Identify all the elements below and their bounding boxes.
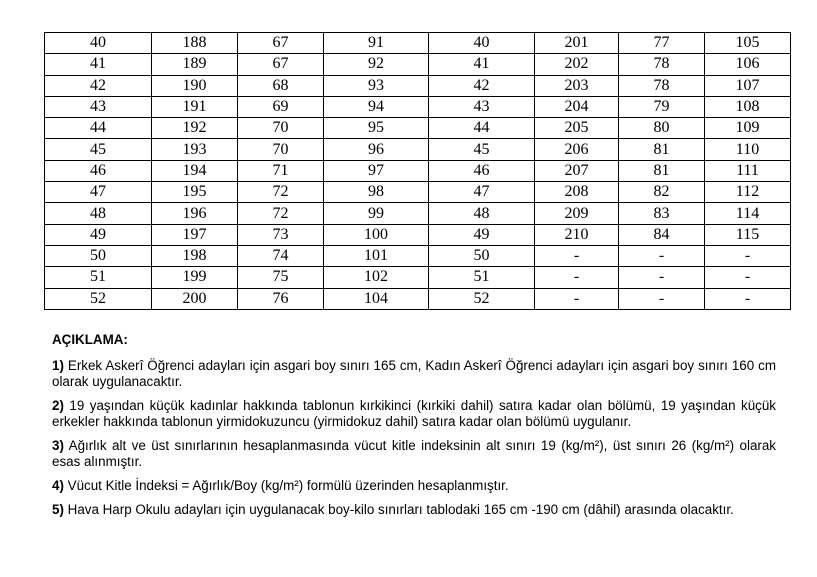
table-cell: 68 <box>238 75 324 96</box>
table-cell: 198 <box>152 245 238 266</box>
table-cell: 106 <box>705 54 791 75</box>
table-cell: 44 <box>429 118 535 139</box>
table-cell: 41 <box>429 54 535 75</box>
table-cell: 78 <box>619 75 705 96</box>
table-row <box>45 288 791 309</box>
table-cell: 41 <box>45 54 152 75</box>
table-cell: 72 <box>238 182 324 203</box>
table-cell: 71 <box>238 160 324 181</box>
table-cell: 110 <box>705 139 791 160</box>
note-text: 19 yaşından küçük kadınlar hakkında tablonun kırkikinci (kırkiki dahil) satıra kadar olan bölümü, 19 yaşından küçük erkekler hakkında tablonun yirmidokuzuncu (yirmidokuz dahil) satıra kadar olan bölümü uygulanır. <box>52 398 776 429</box>
table-cell: 209 <box>535 203 619 224</box>
table-cell: 190 <box>152 75 238 96</box>
table-cell: 70 <box>238 139 324 160</box>
table-row <box>45 245 791 266</box>
note-number: 1) <box>52 358 64 373</box>
table-cell: 197 <box>152 224 238 245</box>
table-cell: 204 <box>535 96 619 117</box>
table-cell: 109 <box>705 118 791 139</box>
note-number: 5) <box>52 502 64 517</box>
table-cell: 81 <box>619 139 705 160</box>
table-cell: 67 <box>238 54 324 75</box>
table-cell: - <box>619 245 705 266</box>
table-cell: 202 <box>535 54 619 75</box>
table-cell: 196 <box>152 203 238 224</box>
table-row <box>45 267 791 288</box>
table-row <box>45 118 791 139</box>
table-cell: - <box>535 245 619 266</box>
table-cell: 46 <box>429 160 535 181</box>
table-cell: 83 <box>619 203 705 224</box>
table-cell: 79 <box>619 96 705 117</box>
table-cell: 193 <box>152 139 238 160</box>
table-cell: 108 <box>705 96 791 117</box>
note-number: 4) <box>52 478 64 493</box>
table-cell: 47 <box>45 182 152 203</box>
table-cell: 76 <box>238 288 324 309</box>
table-cell: 42 <box>429 75 535 96</box>
table-cell: 111 <box>705 160 791 181</box>
table-cell: 97 <box>324 160 429 181</box>
table-cell: 40 <box>45 33 152 54</box>
table-cell: 95 <box>324 118 429 139</box>
table-cell: 81 <box>619 160 705 181</box>
table-cell: 75 <box>238 267 324 288</box>
table-cell: 80 <box>619 118 705 139</box>
table-cell: 114 <box>705 203 791 224</box>
table-cell: 194 <box>152 160 238 181</box>
note-text: Vücut Kitle İndeksi = Ağırlık/Boy (kg/m²) formülü üzerinden hesaplanmıştır. <box>63 478 509 493</box>
table-cell: - <box>619 288 705 309</box>
notes-section <box>52 332 776 526</box>
table-cell: 45 <box>429 139 535 160</box>
table-cell: 101 <box>324 245 429 266</box>
table-cell: - <box>535 267 619 288</box>
note-4 <box>52 478 776 494</box>
table-cell: 50 <box>429 245 535 266</box>
table-cell: - <box>619 267 705 288</box>
table-cell: - <box>705 245 791 266</box>
table-cell: - <box>705 267 791 288</box>
table-cell: 42 <box>45 75 152 96</box>
table-cell: 206 <box>535 139 619 160</box>
table-cell: 199 <box>152 267 238 288</box>
table-row <box>45 224 791 245</box>
table-row <box>45 203 791 224</box>
table-cell: 107 <box>705 75 791 96</box>
table-cell: 45 <box>45 139 152 160</box>
table-cell: 84 <box>619 224 705 245</box>
table-cell: 43 <box>45 96 152 117</box>
note-text: Erkek Askerî Öğrenci adayları için asgari boy sınırı 165 cm, Kadın Askerî Öğrenci adayları için asgari boy sınırı 160 cm olarak uygulanacaktır. <box>52 358 776 389</box>
table-cell: 49 <box>429 224 535 245</box>
table-cell: 102 <box>324 267 429 288</box>
table-cell: 52 <box>429 288 535 309</box>
table-cell: 208 <box>535 182 619 203</box>
table-cell: 205 <box>535 118 619 139</box>
table-cell: 51 <box>45 267 152 288</box>
table-cell: 77 <box>619 33 705 54</box>
table-cell: 203 <box>535 75 619 96</box>
table-cell: 93 <box>324 75 429 96</box>
table-cell: 192 <box>152 118 238 139</box>
note-5 <box>52 502 776 518</box>
table-cell: 207 <box>535 160 619 181</box>
note-text: Hava Harp Okulu adayları için uygulanacak boy-kilo sınırları tablodaki 165 cm -190 cm (dâhil) arasında olacaktır. <box>63 502 734 517</box>
table-cell: 92 <box>324 54 429 75</box>
table-cell: 72 <box>238 203 324 224</box>
table-cell: 48 <box>45 203 152 224</box>
table-cell: 73 <box>238 224 324 245</box>
table-cell: 200 <box>152 288 238 309</box>
notes-heading: AÇIKLAMA: <box>52 332 128 347</box>
table-cell: 189 <box>152 54 238 75</box>
table-cell: 47 <box>429 182 535 203</box>
table-cell: 70 <box>238 118 324 139</box>
table-cell: 94 <box>324 96 429 117</box>
table-cell: 104 <box>324 288 429 309</box>
table-cell: 105 <box>705 33 791 54</box>
table-cell: 195 <box>152 182 238 203</box>
table-row <box>45 75 791 96</box>
table-cell: 82 <box>619 182 705 203</box>
table-cell: 46 <box>45 160 152 181</box>
table-cell: 69 <box>238 96 324 117</box>
table-row <box>45 160 791 181</box>
table-cell: 91 <box>324 33 429 54</box>
table-cell: 74 <box>238 245 324 266</box>
table-cell: 99 <box>324 203 429 224</box>
table-cell: 112 <box>705 182 791 203</box>
table-row <box>45 96 791 117</box>
table-row <box>45 33 791 54</box>
table-row <box>45 182 791 203</box>
note-2 <box>52 398 776 430</box>
note-text: Ağırlık alt ve üst sınırlarının hesaplanmasında vücut kitle indeksinin alt sınırı 19 (kg/m²), üst sınırı 26 (kg/m²) olarak esas alınmıştır. <box>52 438 776 469</box>
table-cell: 115 <box>705 224 791 245</box>
table-cell: 100 <box>324 224 429 245</box>
table-cell: 51 <box>429 267 535 288</box>
table-cell: 201 <box>535 33 619 54</box>
table-cell: 44 <box>45 118 152 139</box>
table-cell: 43 <box>429 96 535 117</box>
table-cell: 67 <box>238 33 324 54</box>
table-cell: 96 <box>324 139 429 160</box>
table-cell: 98 <box>324 182 429 203</box>
note-3 <box>52 438 776 470</box>
table-cell: 188 <box>152 33 238 54</box>
table-cell: 210 <box>535 224 619 245</box>
table-cell: 48 <box>429 203 535 224</box>
table-cell: - <box>535 288 619 309</box>
table-cell: 50 <box>45 245 152 266</box>
table-cell: 49 <box>45 224 152 245</box>
table-cell: 52 <box>45 288 152 309</box>
note-number: 2) <box>52 398 64 413</box>
table-row <box>45 139 791 160</box>
height-weight-table <box>44 32 791 310</box>
table-cell: - <box>705 288 791 309</box>
note-1 <box>52 358 776 390</box>
table-row <box>45 54 791 75</box>
note-number: 3) <box>52 438 64 453</box>
table-cell: 40 <box>429 33 535 54</box>
table-cell: 191 <box>152 96 238 117</box>
table-cell: 78 <box>619 54 705 75</box>
